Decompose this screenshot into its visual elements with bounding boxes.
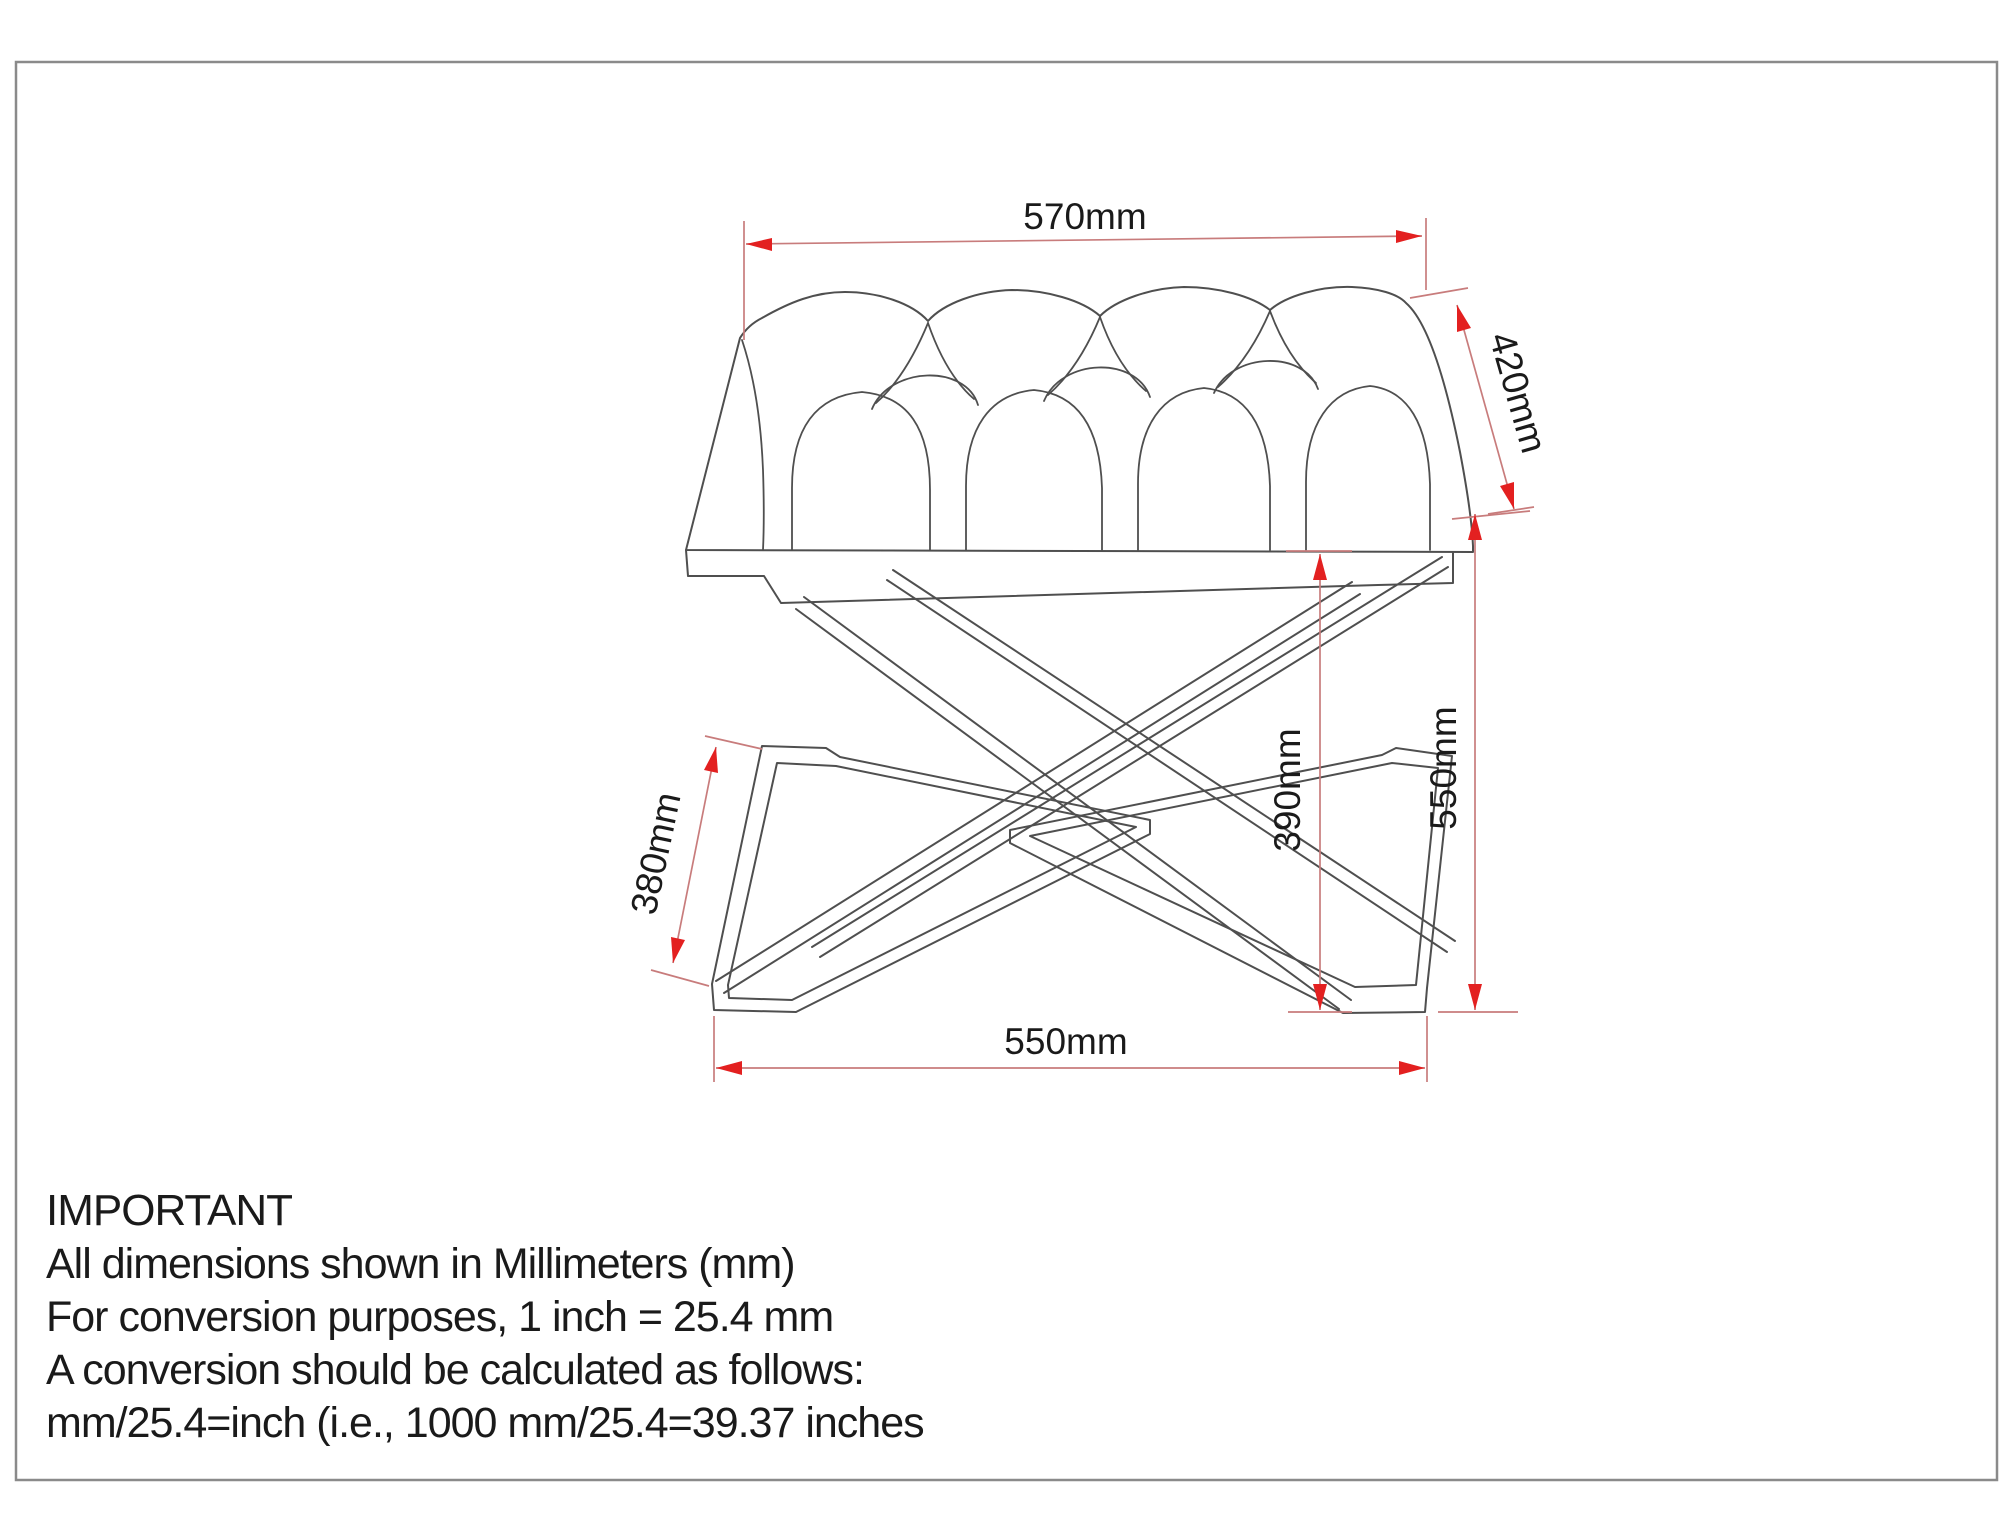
arrowhead-right bbox=[1399, 1061, 1425, 1075]
notes-block bbox=[46, 1186, 924, 1447]
tuft-line bbox=[742, 340, 764, 550]
dim-base-side-depth-label: 380mm bbox=[622, 788, 689, 919]
dimensions bbox=[623, 196, 1555, 1082]
tuft-arch bbox=[792, 392, 930, 550]
extension-line bbox=[651, 970, 709, 986]
dimension-line bbox=[746, 236, 1422, 244]
arrowhead-top bbox=[1313, 554, 1327, 580]
arrowhead-bottom bbox=[1313, 984, 1327, 1010]
cushion-tufting bbox=[742, 311, 1430, 550]
dim-base-width bbox=[714, 1016, 1427, 1082]
arrowhead-top bbox=[1457, 305, 1471, 332]
extension-line bbox=[1452, 511, 1530, 519]
leg-line bbox=[812, 557, 1442, 947]
leg-line bbox=[716, 582, 1352, 981]
extension-line bbox=[705, 736, 762, 749]
stool-drawing bbox=[686, 287, 1473, 1013]
dim-base-side-depth bbox=[623, 736, 762, 986]
dim-seat-depth bbox=[1410, 288, 1555, 514]
extension-line bbox=[1410, 288, 1468, 298]
notes-line-1: All dimensions shown in Millimeters (mm) bbox=[46, 1240, 795, 1288]
leg-line bbox=[893, 570, 1455, 941]
arrowhead-left bbox=[716, 1061, 742, 1075]
x-legs-back bbox=[812, 557, 1455, 957]
dimension-line bbox=[673, 747, 716, 963]
tuft-arch bbox=[966, 390, 1102, 550]
arrowhead-left bbox=[746, 238, 772, 251]
tuft-arch bbox=[1306, 386, 1430, 550]
arrowhead-bottom bbox=[1468, 984, 1482, 1010]
tuft-line bbox=[1270, 311, 1316, 383]
leg-line bbox=[724, 594, 1360, 993]
dim-frame-height-label: 390mm bbox=[1267, 728, 1308, 852]
base-runners bbox=[712, 746, 1452, 1013]
leg-line bbox=[820, 567, 1448, 957]
arrowhead-top bbox=[704, 747, 718, 773]
cushion-outline bbox=[686, 287, 1473, 552]
dim-overall-height-label: 550mm bbox=[1423, 706, 1464, 830]
notes-line-3: A conversion should be calculated as follows: bbox=[46, 1346, 864, 1394]
notes-line-2: For conversion purposes, 1 inch = 25.4 mm bbox=[46, 1293, 834, 1341]
tuft-arch bbox=[1138, 388, 1270, 550]
dim-top-width bbox=[744, 196, 1426, 340]
arrowhead-bottom bbox=[671, 937, 685, 963]
dim-top-width-label: 570mm bbox=[1023, 196, 1147, 237]
notes-line-4: mm/25.4=inch (i.e., 1000 mm/25.4=39.37 inches bbox=[46, 1399, 924, 1447]
runner-right-inner bbox=[1030, 763, 1438, 987]
runner-right-outer bbox=[1010, 748, 1452, 1013]
dim-overall-height bbox=[1423, 511, 1530, 1012]
notes-title: IMPORTANT bbox=[46, 1186, 293, 1235]
dim-seat-depth-label: 420mm bbox=[1481, 327, 1555, 458]
seat-band bbox=[686, 550, 1453, 603]
leg-line bbox=[887, 580, 1447, 952]
leg-line bbox=[796, 609, 1339, 1009]
arrowhead-bottom bbox=[1500, 482, 1514, 509]
arrowhead-right bbox=[1396, 230, 1422, 243]
dim-base-width-label: 550mm bbox=[1004, 1021, 1128, 1062]
